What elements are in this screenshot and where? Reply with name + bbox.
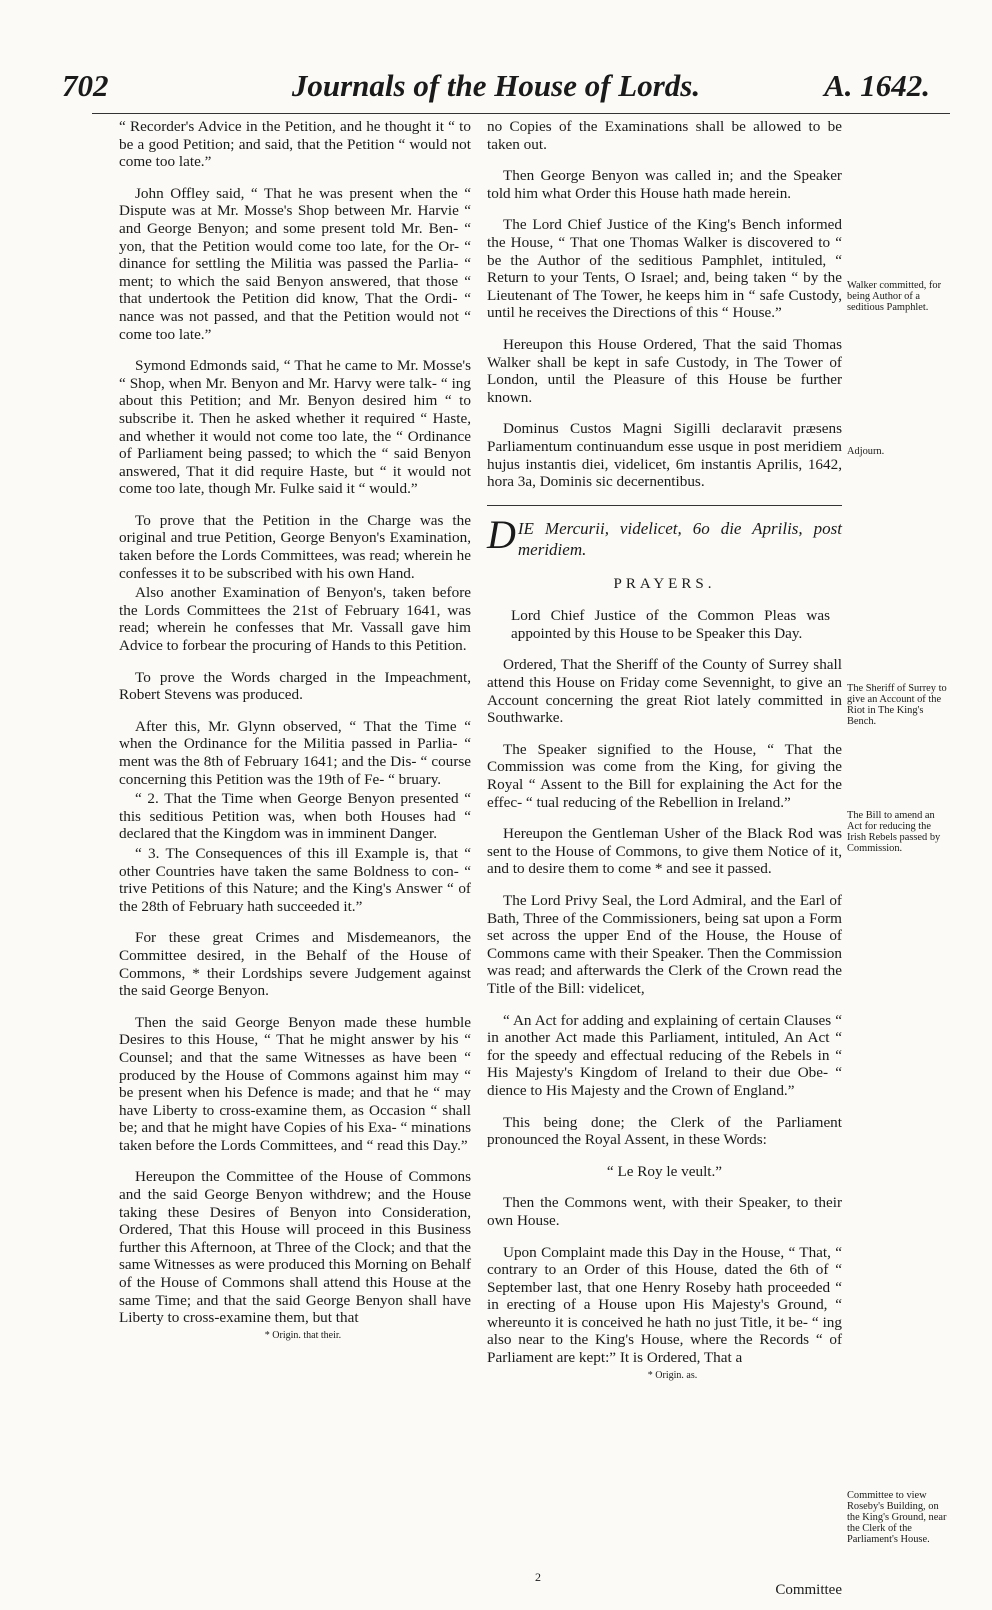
- paragraph: Hereupon the Committee of the House of Commons and the said George Benyon withdrew; and the House taking these Desires of Benyon into Consideration, Ordered, That this House will proceed in this Business further this Afternoon, at Three of the Clock; and that the same Witnesses as were produced this Morning on Behalf of the House of Commons shall attend this House at the same Time; and that the said George Benyon shall have Liberty to cross-examine them, but that: [119, 1168, 471, 1327]
- paragraph: The Lord Chief Justice of the King's Bench informed the House, “ That one Thomas Walker is discovered to “ be the Author of the seditious Pamphlet, intituled, “ Return to your Tents, O Israel; and, being taken “ by the Lieutenant of The Tower, he keeps him in “ safe Custody, until he receives the Directions of this “ House.”: [487, 216, 842, 322]
- paragraph: “ Recorder's Advice in the Petition, and he thought it “ to be a good Petition; and said, that the Petition “ would not come too late.”: [119, 118, 471, 171]
- left-column: [119, 118, 471, 1357]
- page-number: 702: [62, 68, 109, 103]
- paragraph: Lord Chief Justice of the Common Pleas was appointed by this House to be Speaker this Day.: [511, 607, 830, 642]
- paragraph: The Lord Privy Seal, the Lord Admiral, and the Earl of Bath, Three of the Commissioners, being sat upon a Form set across the upper End of the House, the House of Commons came with their Speaker. Then the Commission was read; and afterwards the Clerk of the Crown read the Title of the Bill: videlicet,: [487, 892, 842, 997]
- paragraph: Also another Examination of Benyon's, taken before the Lords Committees the 21st of February 1641, was read; wherein he confesses that Mr. Vassall gave him Advice to forbear the procuring of Hands to this Petition.: [119, 584, 471, 655]
- paragraph: Dominus Custos Magni Sigilli declaravit præsens Parliamentum continuandum esse usque in post meridiem hujus instantis diei, videlicet, 6m instantis Aprilis, 1642, hora 3a, Dominis sic decernentibus.: [487, 420, 842, 491]
- footnote: * Origin. as.: [647, 1369, 698, 1381]
- catchword: Committee: [775, 1582, 842, 1598]
- header-year: A. 1642.: [824, 68, 930, 103]
- paragraph: “ 2. That the Time when George Benyon presented “ this seditious Petition was, when both Houses had “ declared that the Kingdom was in imminent Danger.: [119, 790, 471, 843]
- margin-note: The Sheriff of Surrey to give an Account of the Riot in The King's Bench.: [847, 683, 947, 727]
- section-rule: [487, 505, 842, 506]
- paragraph: This being done; the Clerk of the Parliament pronounced the Royal Assent, in these Words:: [487, 1113, 842, 1149]
- paragraph: Symond Edmonds said, “ That he came to Mr. Mosse's “ Shop, when Mr. Benyon and Mr. Harvy were talk- “ ing about this Petition; and Mr. Benyon desired him “ to subscribe it. Then he asked whether it required “ Haste, and whether it would not come too late, the “ Ordinance of Parliament being passed; to which the “ said Benyon answered, That it did require Haste, but “ it would not come too late, though Mr. Fulke said it “ would.”: [119, 357, 471, 498]
- prayers-heading: PRAYERS.: [613, 575, 716, 592]
- paragraph: Then George Benyon was called in; and the Speaker told him what Order this House hath made herein.: [487, 167, 842, 202]
- session-text: IE Mercurii, videlicet, 6o die Aprilis, post meridiem.: [517, 518, 842, 559]
- paragraph: Then the Commons went, with their Speaker, to their own House.: [487, 1194, 842, 1229]
- margin-note: Adjourn.: [847, 446, 885, 457]
- paragraph: “ 3. The Consequences of this ill Example is, that “ other Countries have taken the same Boldness to con- “ trive Petitions of this Nature; and the King's Answer “ of the 28th of February hath succeeded it.”: [119, 844, 471, 915]
- royal-assent: “ Le Roy le veult.”: [606, 1162, 723, 1180]
- paragraph: John Offley said, “ That he was present when the “ Dispute was at Mr. Mosse's Shop between Mr. Harvie “ and George Benyon; and some present told Mr. Ben- “ yon, that the Petition would come too late, for the Or- “ dinance for settling the Militia was passed the Parlia- “ ment; to which the said Benyon answered, that those “ that undertook the Petition did know, That the Ordi- “ nance was not passed, and that the Petition would not “ come too late.”: [119, 184, 471, 343]
- paragraph: Ordered, That the Sheriff of the County of Surrey shall attend this House on Friday come Sevennight, to give an Account concerning the great Riot lately committed in Southwarke.: [487, 656, 842, 727]
- paragraph: The Speaker signified to the House, “ That the Commission was come from the King, for giving the Royal “ Assent to the Bill for explaining the Act for the effec- “ tual reducing of the Rebellion in Ireland.”: [487, 740, 842, 811]
- drop-cap: D: [487, 511, 516, 557]
- paragraph: no Copies of the Examinations shall be allowed to be taken out.: [487, 118, 842, 153]
- page-title: Journals of the House of Lords.: [291, 68, 701, 103]
- paragraph: To prove that the Petition in the Charge was the original and true Petition, George Benyon's Examination, taken before the Lords Committees, was read; wherein he confesses it to be subscribed with his own Hand.: [119, 511, 471, 582]
- paragraph: Upon Complaint made this Day in the House, “ That, “ contrary to an Order of this House, dated the 6th of “ September last, that one Henry Roseby hath proceeded “ in erecting of a House upon His Majesty's Ground, “ whereunto it is conceived he hath no just Title, it be- “ ing also near to the King's House, where the Records “ of Parliament are kept:” It is Ordered, That a: [487, 1243, 842, 1367]
- paragraph: Hereupon this House Ordered, That the said Thomas Walker shall be kept in safe Custody, in The Tower of London, until the Pleasure of this House be further known.: [487, 335, 842, 406]
- paragraph: Then the said George Benyon made these humble Desires to this House, “ That he might answer by his “ Counsel; and that the same Witnesses as have been “ produced by the House of Commons against him may “ be present when his Defence is made; and that he “ may have Liberty to cross-examine them, as Occasion “ shall be; and that he might have Copies of his Exa- “ minations taken before the Lords Committees, and “ read this Day.”: [119, 1013, 471, 1154]
- paragraph: “ An Act for adding and explaining of certain Clauses “ in another Act made this Parliament, intituled, An Act “ for the speedy and effectual reducing of the Rebels in “ His Majesty's Kingdom of Ireland to their due Obe- “ dience to His Majesty and the Crown of England.”: [487, 1011, 842, 1099]
- header-rule: [92, 113, 950, 114]
- margin-note: The Bill to amend an Act for reducing the Irish Rebels passed by Commission.: [847, 810, 941, 854]
- paragraph: For these great Crimes and Misdemeanors, the Committee desired, in the Behalf of the House of Commons, * their Lordships severe Judgement against the said George Benyon.: [119, 929, 471, 1000]
- margin-note: Walker committed, for being Author of a seditious Pamphlet.: [847, 280, 942, 313]
- footnote: * Origin. that their.: [264, 1329, 342, 1341]
- paragraph: Hereupon the Gentleman Usher of the Black Rod was sent to the House of Commons, to give them Notice of it, and to desire them to come * and see it passed.: [487, 825, 842, 878]
- right-column: [487, 118, 842, 1397]
- session-heading: [487, 511, 842, 560]
- paragraph: To prove the Words charged in the Impeachment, Robert Stevens was produced.: [119, 668, 471, 704]
- paragraph: After this, Mr. Glynn observed, “ That the Time “ when the Ordinance for the Militia passed in Parlia- “ ment was the 8th of February 1641; and the Dis- “ course concerning this Petition was the 19th of Fe- “ bruary.: [119, 717, 471, 788]
- signature-mark: 2: [535, 1570, 541, 1584]
- margin-note: Committee to view Roseby's Building, on the King's Ground, near the Clerk of the Parliament's House.: [847, 1490, 947, 1545]
